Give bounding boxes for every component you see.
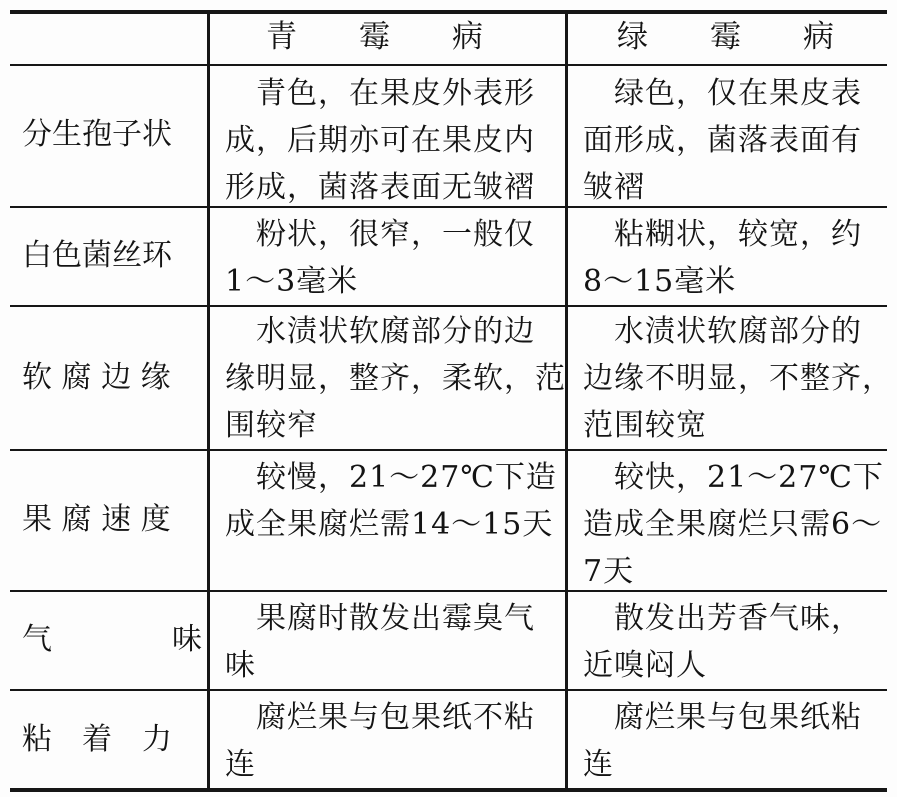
cell-line: 连 — [225, 747, 256, 782]
cell-lvmei-conidia — [583, 70, 862, 211]
cell-lvmei-adhesion — [583, 694, 862, 788]
cell-line: 青色，在果皮外表形 — [256, 76, 535, 111]
cell-line: 成，后期亦可在果皮内 — [225, 123, 535, 158]
cell-line: 皱褶 — [583, 170, 645, 205]
cell-qingmei-mycelium-ring — [225, 211, 535, 305]
cell-lvmei-rot-speed — [583, 454, 884, 595]
cell-line: 较快，21～27℃下 — [614, 460, 884, 495]
cell-line: 腐烂果与包果纸不粘 — [256, 700, 535, 735]
cell-line: 形成，菌落表面无皱褶 — [225, 170, 535, 205]
cell-line: 绿色，仅在果皮表 — [614, 76, 862, 111]
cell-line: 围较窄 — [225, 408, 318, 443]
cell-line: 7天 — [583, 554, 635, 589]
cell-qingmei-soft-rot-edge — [225, 308, 566, 449]
cell-line: 范围较宽 — [583, 408, 707, 443]
row-label-soft-rot-edge: 软 腐 边 缘 — [22, 360, 171, 395]
cell-line: 味 — [225, 648, 256, 683]
cell-line: 造成全果腐烂只需6～ — [583, 507, 883, 542]
row-label-odor: 气 味 — [22, 622, 202, 657]
cell-line: 缘明显，整齐，柔软，范 — [225, 361, 566, 396]
header-qingmeibing: 青 霉 病 — [266, 19, 483, 55]
row-label-adhesion: 粘 着 力 — [22, 722, 172, 757]
cell-line: 较慢，21～27℃下造 — [256, 460, 557, 495]
row-divider — [10, 305, 887, 307]
cell-qingmei-odor — [225, 595, 535, 689]
cell-line: 散发出芳香气味， — [614, 601, 862, 636]
cell-line: 粘糊状，较宽，约 — [614, 217, 862, 252]
cell-lvmei-mycelium-ring — [583, 211, 862, 305]
cell-qingmei-adhesion — [225, 694, 535, 788]
cell-line: 粉状，很窄，一般仅 — [256, 217, 535, 252]
row-label-mycelium-ring: 白色菌丝环 — [22, 238, 172, 273]
row-divider — [10, 449, 887, 451]
header-bottom-rule — [10, 64, 887, 66]
table-bottom-rule — [10, 788, 887, 792]
cell-line: 果腐时散发出霉臭气 — [256, 601, 535, 636]
row-divider — [10, 689, 887, 691]
table-top-rule — [10, 10, 887, 14]
cell-line: 边缘不明显，不整齐， — [583, 361, 893, 396]
cell-line: 水渍状软腐部分的 — [614, 314, 862, 349]
cell-line: 8～15毫米 — [583, 264, 737, 299]
cell-line: 成全果腐烂需14～15天 — [225, 507, 554, 542]
header-lvmeibing: 绿 霉 病 — [617, 19, 834, 55]
cell-line: 水渍状软腐部分的边 — [256, 314, 535, 349]
cell-line: 1～3毫米 — [225, 264, 359, 299]
cell-qingmei-conidia — [225, 70, 535, 211]
cell-qingmei-rot-speed — [225, 454, 557, 548]
cell-line: 腐烂果与包果纸粘 — [614, 700, 862, 735]
cell-lvmei-soft-rot-edge — [583, 308, 893, 449]
row-label-conidia: 分生孢子状 — [22, 117, 172, 152]
row-label-rot-speed: 果 腐 速 度 — [22, 502, 171, 537]
cell-line: 面形成，菌落表面有 — [583, 123, 862, 158]
cell-line: 近嗅闷人 — [583, 648, 707, 683]
cell-lvmei-odor — [583, 595, 862, 689]
column-divider — [207, 10, 210, 792]
cell-line: 连 — [583, 747, 614, 782]
